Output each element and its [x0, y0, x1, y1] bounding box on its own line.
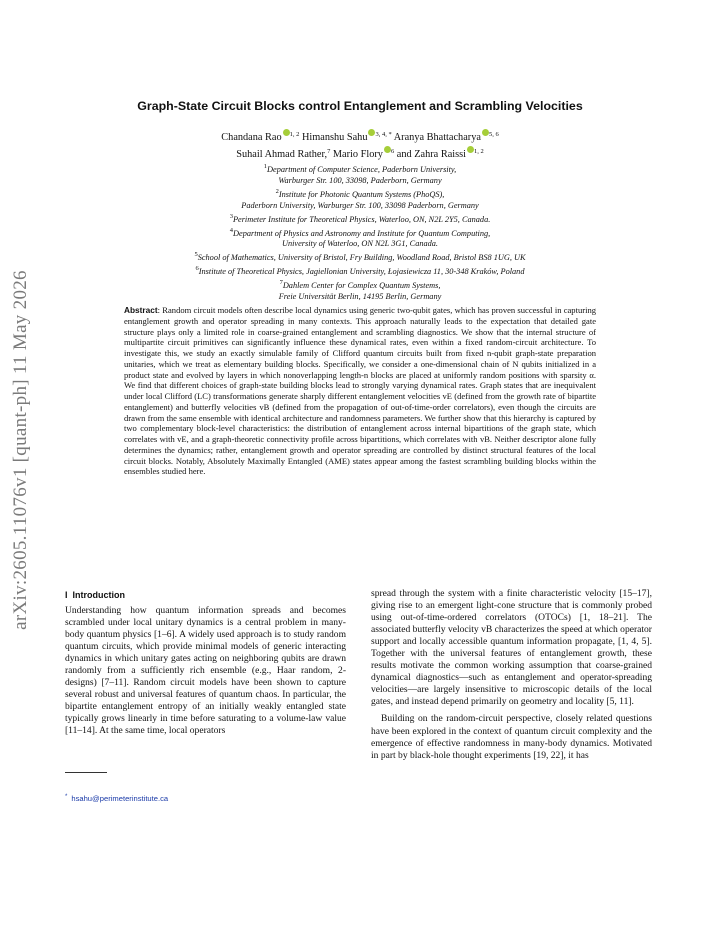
author	[236, 149, 330, 160]
paper-title: Graph-State Circuit Blocks control Entanglement and Scrambling Velocities	[137, 99, 583, 113]
author-name: Aranya Bhattacharya	[393, 132, 481, 143]
author-affiliation-marker: 1, 2	[289, 131, 300, 138]
footnote-mark: *	[65, 794, 68, 800]
affiliation	[100, 250, 620, 264]
author	[397, 149, 484, 160]
affiliation	[100, 162, 620, 187]
author	[302, 132, 392, 143]
left-column	[65, 588, 346, 738]
author-name: Suhail Ahmad Rather,	[236, 149, 328, 160]
abstract-label: Abstract	[124, 305, 158, 315]
author-affiliation-marker: 1, 2	[474, 148, 484, 155]
corresponding-author-email[interactable]: hsahu@perimeterinstitute.ca	[71, 794, 169, 803]
affiliation-text: Dahlem Center for Complex Quantum Systems, Freie Universität Berlin, 14195 Berlin, Germany	[278, 281, 442, 302]
affiliation-number: 3	[229, 212, 233, 220]
intro-paragraph-1: Understanding how quantum information spreads and becomes scrambled under local unitary dynamics is a central problem in many-body quantum physics [1–6]. A widely used approach is to study random quantum circuits, which provide minimal models of generic interacting dynamics in which unitary gates acting on neighboring qubits are drawn randomly from a sufficiently rich ensemble (e.g., Haar random, 2-designs) [7–11]. Random circuit models have been shown to capture several robust and universal features of quantum chaos. In particular, the bipartite entanglement entropy of an initially weakly entangled state typically grows linearly in time before saturating to a volume-law value [11–14]. At the same time, local operators	[65, 605, 346, 737]
abstract	[124, 305, 596, 477]
author-name: Chandana Rao	[221, 132, 282, 143]
orcid-icon[interactable]	[482, 129, 489, 136]
orcid-icon[interactable]	[384, 146, 391, 153]
author-name: and Zahra Raissi	[396, 149, 466, 160]
right-column	[371, 588, 652, 762]
affiliation-number: 5	[194, 251, 198, 259]
author-affiliation-marker: 3, 4, *	[375, 131, 392, 138]
orcid-icon[interactable]	[283, 129, 290, 136]
affiliation-text: Institute of Theoretical Physics, Jagiellonian University, Łojasiewicza 11, 30-348 Kraków, Poland	[198, 267, 525, 277]
affiliation-number: 1	[263, 163, 268, 170]
affiliation-text: Department of Physics and Astronomy and Institute for Quantum Computing, University of Waterloo, ON N2L 3G1, Canada.	[233, 228, 491, 249]
author-affiliation-marker: 7	[327, 148, 331, 155]
affiliation	[100, 278, 620, 303]
affiliation	[100, 212, 620, 226]
arxiv-id-text: arXiv:2605.11076v1 [quant-ph] 11 May 2026	[10, 270, 31, 630]
affiliation-text: Institute for Photonic Quantum Systems (PhoQS), Paderborn University, Warburger Str. 100, 33098 Paderborn, Germany	[241, 189, 479, 210]
affiliation-list	[100, 162, 620, 303]
author	[333, 149, 394, 160]
author-list	[80, 128, 640, 162]
affiliation-number: 7	[279, 279, 283, 287]
affiliation-text: Perimeter Institute for Theoretical Physics, Waterloo, ON, N2L 2Y5, Canada.	[232, 214, 491, 224]
author	[394, 132, 499, 143]
abstract-text: : Random circuit models often describe local dynamics using generic two-qubit gates, which has proven successful in capturing entanglement growth and operator spreading in many contexts. This approach naturally leads to the expectation that detailed gate structure plays only a limited role in coarse-grained entanglement and scrambling diagnostics. We show that the internal structure of multipartite circuit primitives can significantly influence these dynamical rates, even within a fixed random-circuit architecture. To investigate this, we study an exactly simulable family of Clifford quantum circuits built from fixed n-qubit graph-state preparation unitaries, which we treat as elementary building blocks. Specifically, we consider a one-dimensional chain of N qubits initialized in a product state and evolved by layers in which nonoverlapping length-n blocks are placed at uniformly random positions with sparsity α. We find that different choices of graph-state building blocks lead to strongly varying dynamical rates. Graph states that are inequivalent under local Clifford (LC) transformations generate sharply different entanglement velocities vE (defined from the growth rate of bipartite entanglement) and butterfly velocities vB (defined from the propagation of out-of-time-order correlators), even though the circuits are drawn from the same ensemble with identical architecture and randomness parameters. We further show that this hierarchy is captured by two complementary block-level characteristics: the distribution of entanglement across internal bipartitions of the graph state, which correlates with vE, and a graph-theoretic connectivity profile across bipartitions, which correlates with vB. Neither descriptor alone fully determines the dynamics; rather, entanglement growth and operator spreading are controlled by distinct structural features of the local circuit blocks. Notably, Absolutely Maximally Entangled (AME) states appear among the fastest scrambling building blocks within the ensembles studied here.	[124, 305, 596, 477]
section-title: Introduction	[72, 590, 126, 600]
affiliation-number: 2	[275, 187, 279, 195]
author	[221, 132, 299, 143]
intro-paragraph-1-continued: spread through the system with a finite characteristic velocity [15–17], giving rise to an emergent light-cone structure that is commonly probed using out-of-time-ordered correlators (OTOCs) [1, 18–21]. The associated butterfly velocity vB characterizes the speed at which operator support and locally accessible quantum information propagate, [1, 4, 5]. Together with the universal features of entanglement growth, these results motivate the common working assumption that coarse-grained dynamical diagnostics—such as entanglement and operator-spreading velocities—are largely insensitive to microscopic details of the local gates, and instead depend primarily on geometry and locality [5, 11].	[371, 588, 652, 708]
affiliation-text: School of Mathematics, University of Bristol, Fry Building, Woodland Road, Bristol BS8 1UG, UK	[197, 253, 526, 263]
affiliation	[100, 264, 620, 278]
author-affiliation-marker: 6	[390, 148, 395, 155]
affiliation-text: Department of Computer Science, Paderborn University, Warburger Str. 100, 33098, Paderborn, Germany	[267, 165, 457, 185]
author-affiliation-marker: 5, 6	[488, 131, 499, 138]
section-number: I	[65, 590, 68, 600]
affiliation-number: 6	[195, 265, 199, 273]
affiliation	[100, 187, 620, 212]
footnote-rule	[65, 772, 107, 773]
orcid-icon[interactable]	[467, 146, 474, 153]
arxiv-sidebar-identifier	[6, 240, 36, 660]
affiliation	[100, 226, 620, 251]
footnote	[65, 794, 168, 803]
author-name: Himanshu Sahu	[301, 132, 368, 143]
intro-paragraph-2: Building on the random-circuit perspective, closely related questions have been explored in the context of quantum circuit complexity and the emergence of effective randomness in many-body dynamics. Motivated in part by black-hole thought experiments [19, 22], it has	[371, 713, 652, 761]
affiliation-number: 4	[229, 226, 234, 234]
author-name: Mario Flory	[332, 149, 383, 160]
section-heading-introduction	[65, 588, 346, 602]
